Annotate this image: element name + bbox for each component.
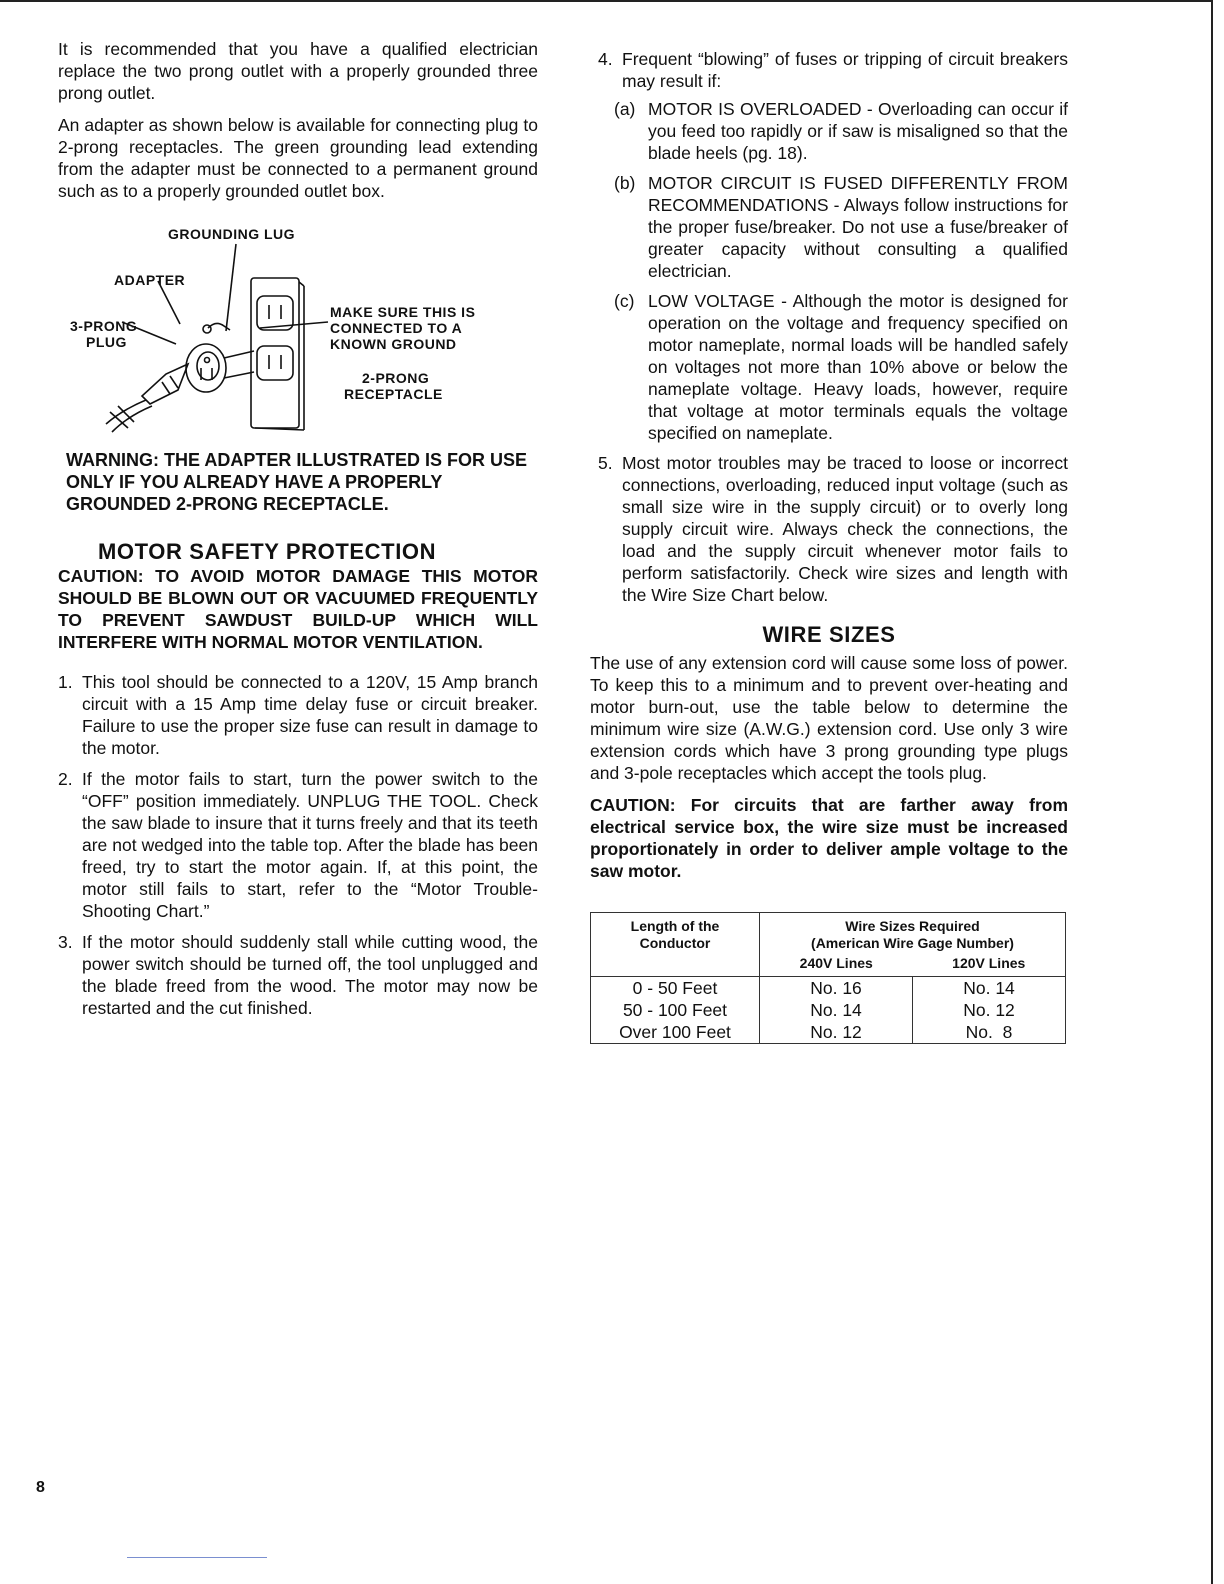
step-text: This tool should be connected to a 120V, 15 Amp branch circuit with a 15 Amp time delay fuse or circuit breaker. Failure to use the proper size fuse can result in damage to the motor. bbox=[82, 672, 538, 758]
cell-120v: No. 12 bbox=[913, 999, 1066, 1021]
intro-paragraph-1: It is recommended that you have a qualified electrician replace the two prong outlet with a properly grounded three prong outlet. bbox=[58, 39, 538, 103]
page-number: 8 bbox=[36, 1479, 45, 1496]
plug-label-line1: 3-PRONG bbox=[70, 318, 138, 334]
table-row bbox=[591, 977, 1066, 1000]
wire-sizes-paragraph: The use of any extension cord will cause some loss of power. To keep this to a minimum and to prevent over-heating and motor burn-out, use the table below to determine the minimum wire size (A.W.G.) extension cord. Use only 3 wire extension cords which have 3 prong grounding type plugs and 3-pole receptacles which accept the tools plug. bbox=[590, 653, 1068, 783]
cause-label: (b) bbox=[614, 173, 636, 193]
cell-240v: No. 14 bbox=[760, 999, 913, 1021]
list-item bbox=[58, 671, 538, 759]
length-header-line1: Length of the bbox=[630, 918, 720, 934]
left-column bbox=[58, 38, 538, 1028]
right-border bbox=[1211, 0, 1213, 1584]
step-text: Frequent “blowing” of fuses or tripping of circuit breakers may result if: bbox=[622, 49, 1068, 91]
length-cell: 50 - 100 Feet bbox=[591, 999, 760, 1021]
grounding-lug-label: GROUNDING LUG bbox=[168, 226, 296, 242]
fuse-cause-a bbox=[614, 98, 1068, 164]
list-item bbox=[598, 48, 1068, 92]
bottom-rule bbox=[127, 1557, 267, 1558]
length-header-line2: Conductor bbox=[639, 935, 711, 951]
ground-note-line3: KNOWN GROUND bbox=[330, 336, 457, 352]
intro-paragraph-2: An adapter as shown below is available for connecting plug to 2-prong receptacles. The green grounding lead extending from the adapter must be connected to a permanent ground such as to a properly grounded outlet box. bbox=[58, 115, 538, 201]
troubles-steps-list bbox=[590, 452, 1068, 606]
sizes-header-line1: Wire Sizes Required bbox=[845, 918, 980, 934]
cause-text: MOTOR IS OVERLOADED - Overloading can occur if you feed too rapidly or if saw is misaligned so that the blade heels (pg. 18). bbox=[648, 99, 1068, 163]
adapter-warning: WARNING: THE ADAPTER ILLUSTRATED IS FOR USE ONLY IF YOU ALREADY HAVE A PROPERLY GROUNDED 2-PRONG RECEPTACLE. bbox=[66, 450, 527, 514]
step-number: 3. bbox=[58, 932, 73, 952]
adapter-figure bbox=[58, 226, 538, 441]
length-cell: Over 100 Feet bbox=[591, 1021, 760, 1044]
header-240v: 240V Lines bbox=[760, 952, 913, 977]
top-border bbox=[0, 0, 1212, 2]
step-number: 4. bbox=[598, 49, 613, 69]
length-header bbox=[591, 913, 760, 977]
length-cell: 0 - 50 Feet bbox=[591, 977, 760, 1000]
step-number: 5. bbox=[598, 453, 613, 473]
fuse-cause-b bbox=[614, 172, 1068, 282]
step-text: Most motor troubles may be traced to loose or incorrect connections, overloading, reduced input voltage (such as small size wire in the supply circuit) or to overly long supply circuit wire. Always check the connections, the load and the supply circuit whenever motor fails to perform satisfactorily. Check wire sizes and length with the Wire Size Chart below. bbox=[622, 453, 1068, 605]
cause-label: (c) bbox=[614, 291, 635, 311]
list-item bbox=[58, 931, 538, 1019]
table-row bbox=[591, 999, 1066, 1021]
motor-steps-list bbox=[58, 671, 538, 1019]
adapter-label: ADAPTER bbox=[114, 272, 186, 288]
sizes-header bbox=[760, 913, 1066, 953]
cell-240v: No. 12 bbox=[760, 1021, 913, 1044]
wire-size-table bbox=[590, 912, 1066, 1044]
motor-caution: CAUTION: TO AVOID MOTOR DAMAGE THIS MOTOR SHOULD BE BLOWN OUT OR VACUUMED FREQUENTLY TO PREVENT SAWDUST BUILD-UP WHICH WILL INTERFERE WITH NORMAL MOTOR VENTILATION. bbox=[58, 566, 538, 652]
sizes-header-line2: (American Wire Gage Number) bbox=[811, 935, 1014, 951]
cell-120v: No. 14 bbox=[913, 977, 1066, 1000]
receptacle-label-line1: 2-PRONG bbox=[362, 370, 430, 386]
step-text: If the motor should suddenly stall while cutting wood, the power switch should be turned off, the tool unplugged and the blade freed from the wood. The motor may now be restarted and the cut finished. bbox=[82, 932, 538, 1018]
wire-caution: CAUTION: For circuits that are farther away from electrical service box, the wire size must be increased proportionately in order to deliver ample voltage to the saw motor. bbox=[590, 795, 1068, 881]
step-text: If the motor fails to start, turn the power switch to the “OFF” position immediately. UNPLUG THE TOOL. Check the saw blade to insure that it turns freely and that its teeth are not wedged into the table top. After the blade has been freed, try to start the motor again. If, at this point, the motor still fails to start, refer to the “Motor Trouble-Shooting Chart.” bbox=[82, 769, 538, 921]
cell-240v: No. 16 bbox=[760, 977, 913, 1000]
cause-label: (a) bbox=[614, 99, 636, 119]
fuse-steps-list bbox=[590, 48, 1068, 92]
ground-note-line2: CONNECTED TO A bbox=[330, 320, 463, 336]
cause-text: MOTOR CIRCUIT IS FUSED DIFFERENTLY FROM RECOMMENDATIONS - Always follow instructions for the proper fuse/breaker. Do not use a fuse/breaker of greater capacity without consulting a qualified electrician. bbox=[648, 173, 1068, 281]
header-120v: 120V Lines bbox=[913, 952, 1066, 977]
fuse-cause-c bbox=[614, 290, 1068, 444]
motor-safety-title: MOTOR SAFETY PROTECTION bbox=[98, 539, 437, 564]
step-number: 2. bbox=[58, 769, 73, 789]
right-column bbox=[590, 48, 1068, 1044]
list-item bbox=[598, 452, 1068, 606]
cell-120v: No. 8 bbox=[913, 1021, 1066, 1044]
receptacle-label-line2: RECEPTACLE bbox=[344, 386, 443, 402]
table-header-row bbox=[591, 913, 1066, 953]
plug-label-line2: PLUG bbox=[86, 334, 127, 350]
cause-text: LOW VOLTAGE - Although the motor is designed for operation on the voltage and frequency specified on motor nameplate, normal loads will be handled safely on voltages not more than 10% above or below the nameplate voltage. Heavy loads, however, require that voltage at motor terminals equals the voltage specified on nameplate. bbox=[648, 291, 1068, 443]
step-number: 1. bbox=[58, 672, 73, 692]
list-item bbox=[58, 768, 538, 922]
table-row bbox=[591, 1021, 1066, 1044]
ground-note-line1: MAKE SURE THIS IS bbox=[330, 304, 476, 320]
wire-sizes-title: WIRE SIZES bbox=[762, 622, 896, 647]
